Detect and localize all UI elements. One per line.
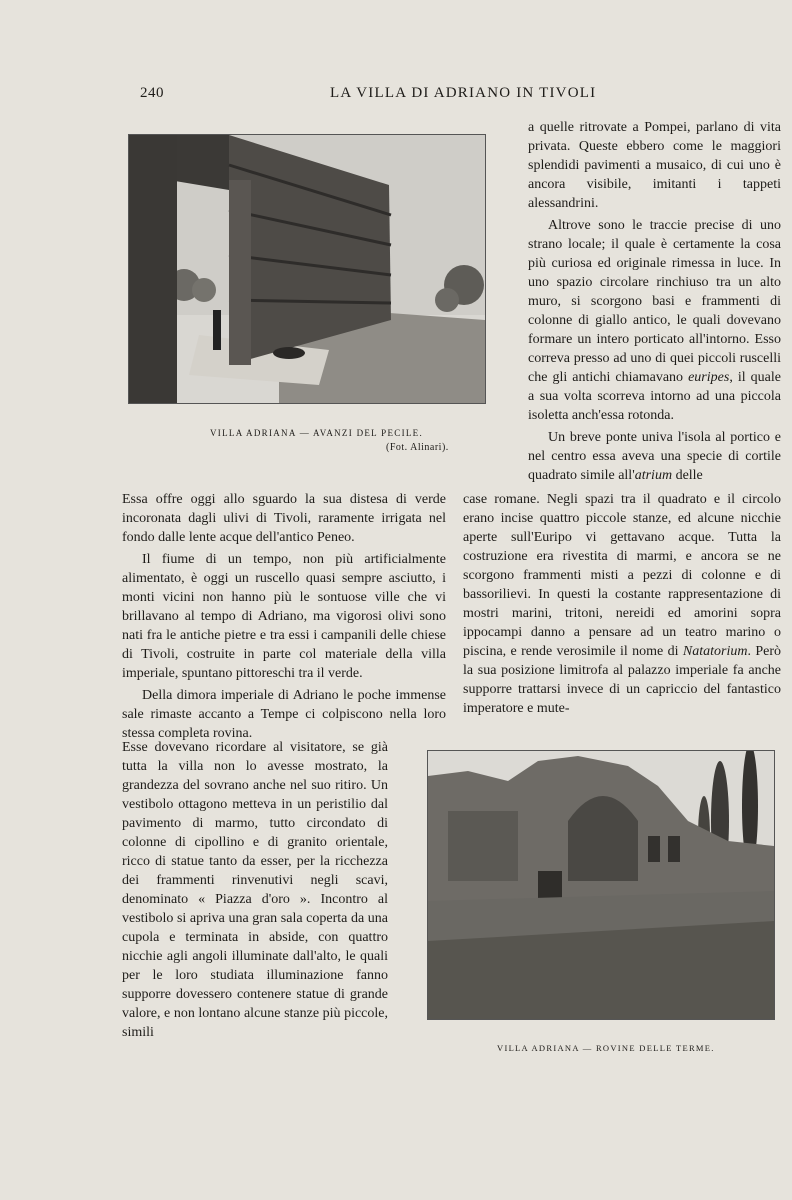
paragraph: Della dimora imperiale di Adriano le poche immense sale rimaste accanto a Tempe ci colpiscono nella loro stessa completa rovina. xyxy=(122,688,446,741)
pecile-photo-caption: VILLA ADRIANA — AVANZI DEL PECILE. xyxy=(210,428,424,438)
left-column-narrow xyxy=(122,738,388,1042)
paragraph: Esse dovevano ricordare al visitatore, se già tutta la villa non lo avesse mostrato, la grandezza del sovrano anche nel suo ritiro. Un vestibolo ottagono metteva in un peristilio dal pavimento di marmo, tutto circondato di colonne di cipollino e di granito orientale, ricco di statue tanto da esser, per la ricchezza dei frammenti rinvenutivi negli scavi, denominato « Piazza d'oro ». Incontro al vestibolo si apriva una gran sala coperta da una cupola e terminata in abside, con quattro nicchie agli angoli illuminate dall'alto, le quali per le loro studiata illuminazione fanno supporre dovessero contenere statue di grande valore, e non lontano alcune stanze più piccole, simili xyxy=(122,740,388,1040)
pecile-photo-credit: (Fot. Alinari). xyxy=(386,442,449,453)
paragraph: Un breve ponte univa l'isola al portico e nel centro essa aveva una specie di cortile quadrato simile all'atrium delle xyxy=(528,430,781,483)
paragraph: Il fiume di un tempo, non più artificialmente alimentato, è oggi un ruscello quasi sempre asciutto, i monti vicini non hanno più le sontuose ville che vi brillavano al tempo di Adriano, ma vigorosi olivi sono nati fra le antiche pietre e tra essi i campanili delle chiese di Tivoli, costruite in parte col materiale della villa imperiale, spuntano pittoreschi tra il verde. xyxy=(122,552,446,681)
left-column xyxy=(122,490,446,743)
right-column-middle xyxy=(463,490,781,718)
paragraph: a quelle ritrovate a Pompei, parlano di vita privata. Queste ebbero come le maggiori splendidi pavimenti a musaico, di cui uno è ancora visibile, imitanti i tappeti alessandrini. xyxy=(528,120,781,211)
page-number: 240 xyxy=(140,85,164,101)
paragraph: Altrove sono le traccie precise di uno strano locale; il quale è certamente la cosa più curiosa ed originale rimessa in luce. In uno spazio circolare rinchiuso tra un alto muro, si scorgono basi e frammenti di colonne di giallo antico, le quali dovevano formare un intero porticato all'intorno. Esso correva presso ad uno di quei piccoli ruscelli che gli antichi chiamavano euripes, il quale a sua volta scorreva intorno ad una piccola isoletta anch'essa rotonda. xyxy=(528,218,781,423)
terme-photo-caption: VILLA ADRIANA — ROVINE DELLE TERME. xyxy=(497,1043,715,1053)
paragraph: case romane. Negli spazi tra il quadrato e il circolo erano incise quattro piccole stanze, ed alcune nicchie aperte sull'Euripo vi gettavano acque. Tutta la costruzione era rivestita di marmi, e ancora se ne scorgono frammenti misti a pezzi di colonne e di bassorilievi. In questi la costante rappresentazione di mostri marini, tritoni, nereidi ed amorini sopra ippocampi danno a pensare ad un teatro marino o piscina, e rende verosimile il nome di Natatorium. Però la sua posizione limitrofa al palazzo imperiale fa anche supporre trattarsi invece di un capriccio del fantastico imperatore e mute- xyxy=(463,492,781,716)
pecile-ruins-photo xyxy=(128,134,486,404)
terme-ruins-photo xyxy=(427,750,775,1020)
running-title: LA VILLA DI ADRIANO IN TIVOLI xyxy=(330,85,597,101)
right-column-top xyxy=(528,118,781,485)
paragraph: Essa offre oggi allo sguardo la sua distesa di verde incoronata dagli ulivi di Tivoli, raramente irrigata nel fondo dalle lente acque dell'antico Peneo. xyxy=(122,492,446,545)
